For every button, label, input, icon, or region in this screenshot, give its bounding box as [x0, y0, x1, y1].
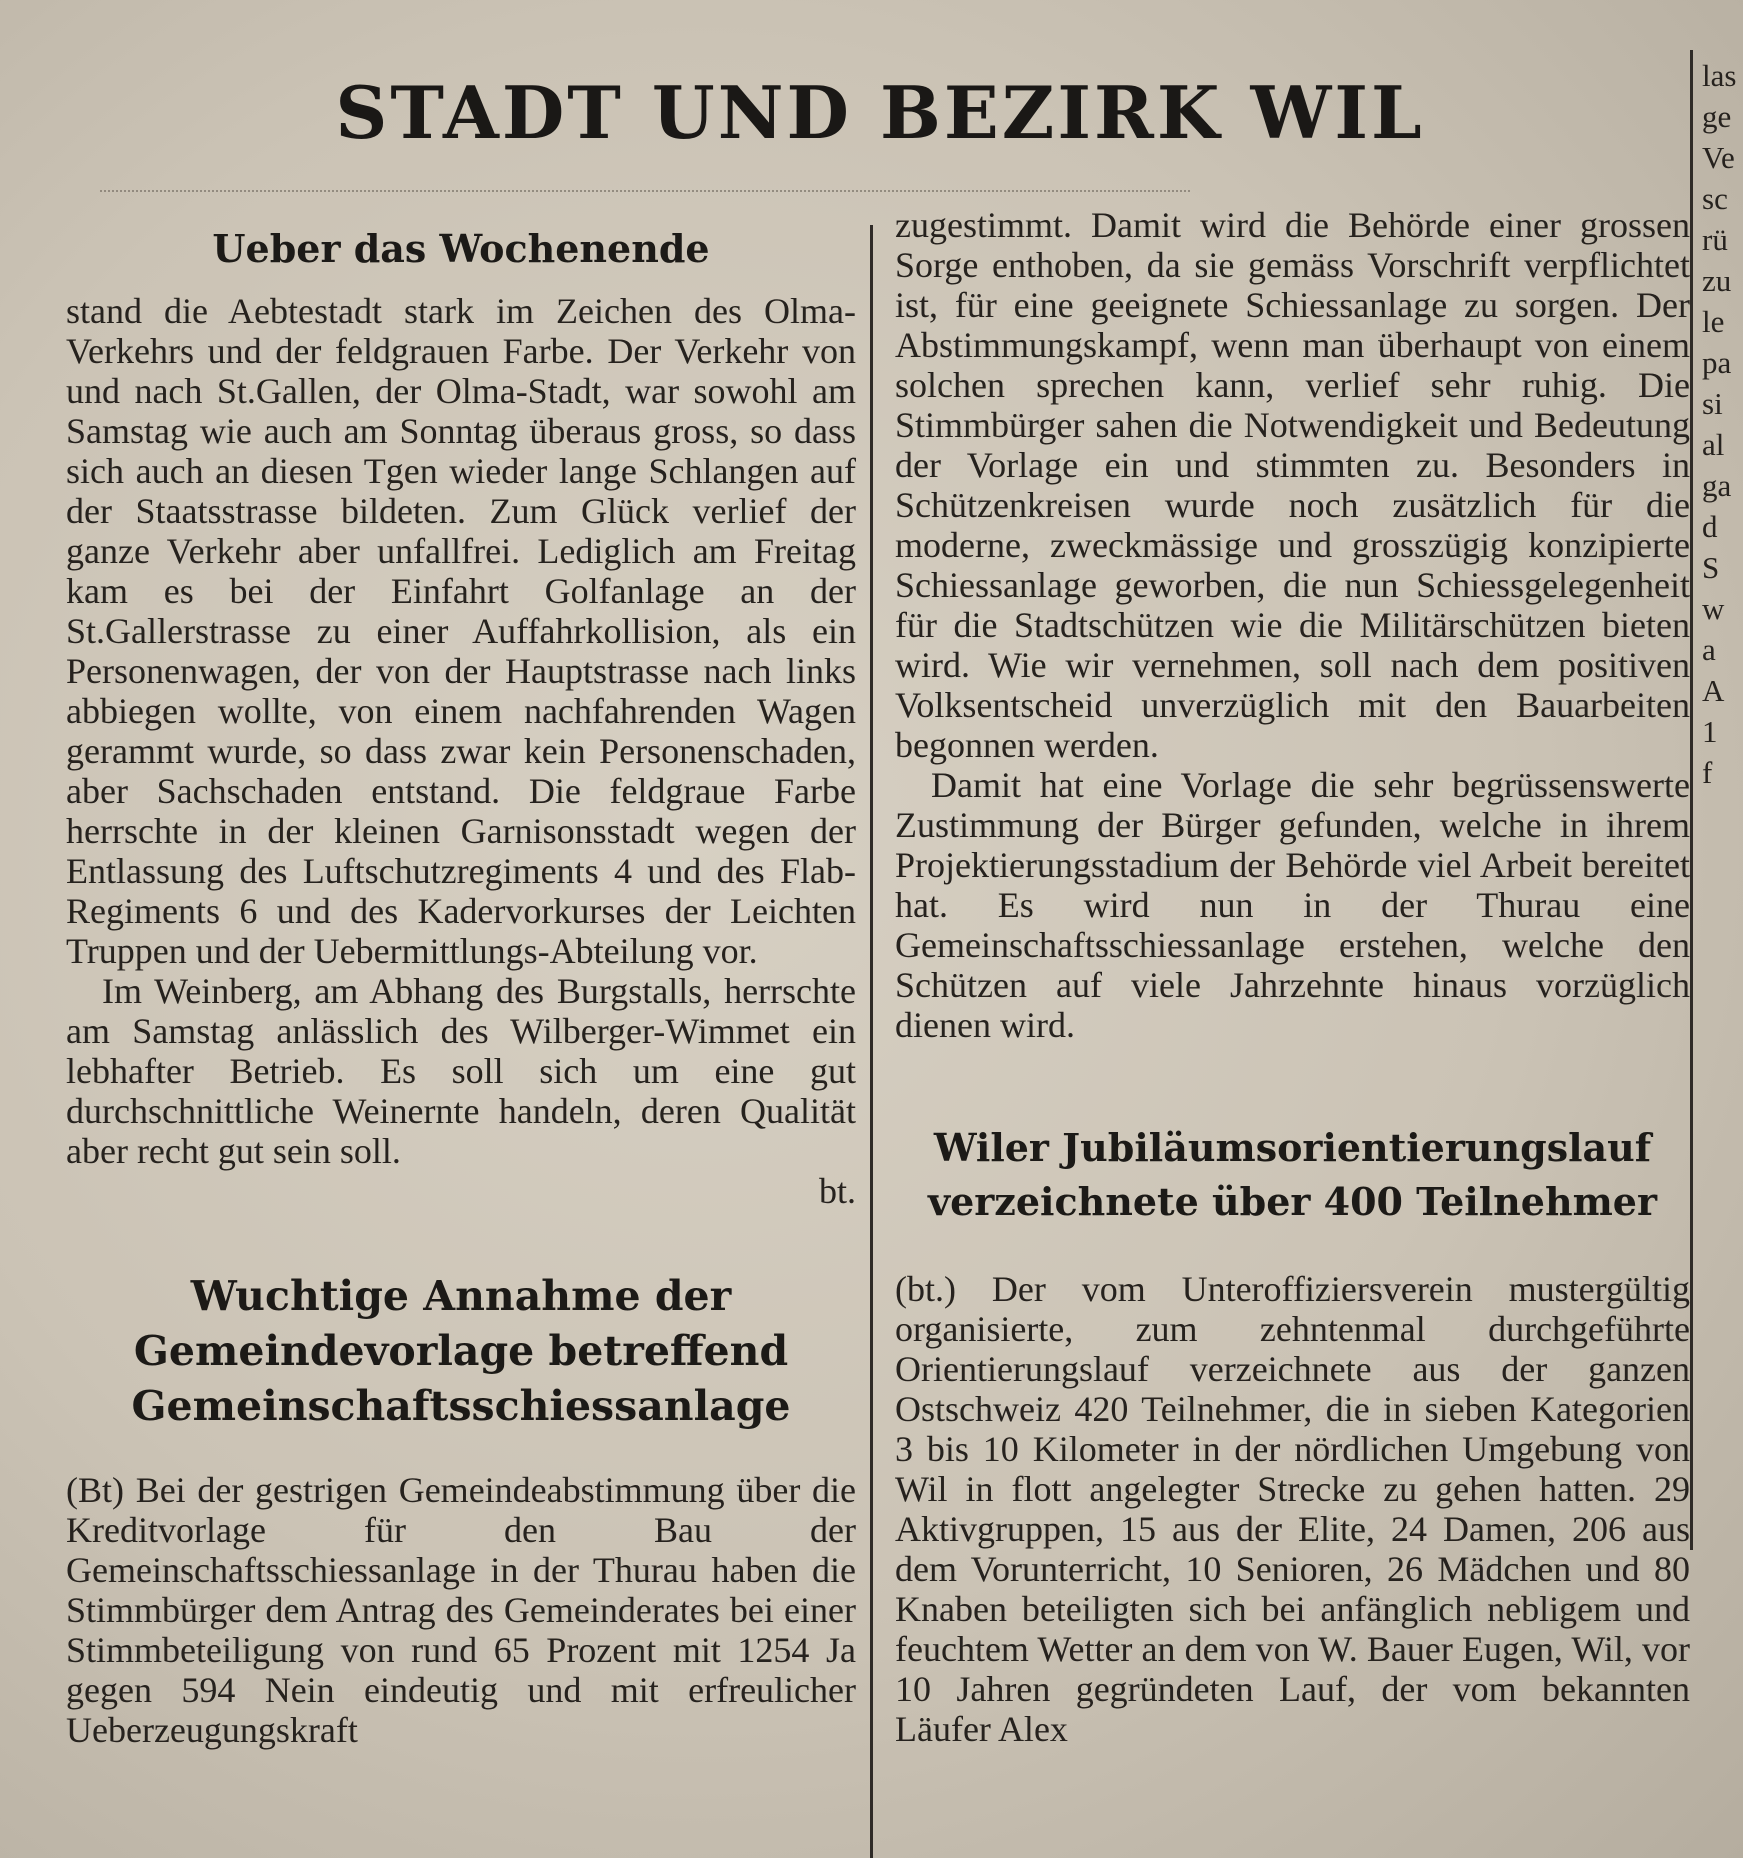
edge-fragment: las	[1702, 58, 1737, 93]
edge-fragment: f	[1702, 755, 1713, 790]
edge-fragment: sc	[1702, 181, 1728, 216]
masthead-rule	[100, 190, 1190, 192]
left-column	[66, 225, 856, 1750]
edge-fragment: pa	[1702, 345, 1732, 380]
edge-column-fragments	[1702, 55, 1743, 793]
article-vote-continuation-2: Damit hat eine Vorlage die sehr begrüssenswerte Zustimmung der Bürger gefunden, welche in ihrem Projektierungsstadium der Behörde viel Arbeit bereitet hat. Es wird nun in der Thurau eine Gemeinschaftsschiessanlage erstehen, welche den Schützen auf viele Jahrzehnte hinaus vorzüglich dienen wird.	[895, 765, 1690, 1045]
edge-fragment: ge	[1702, 99, 1732, 134]
column-divider	[870, 225, 873, 1858]
edge-fragment: zu	[1702, 263, 1732, 298]
edge-fragment: Ve	[1702, 140, 1735, 175]
article-vote-paragraph: (Bt) Bei der gestrigen Gemeindeabstimmung über die Kreditvorlage für den Bau der Gemeinschaftsschiessanlage in der Thurau haben die Stimmbürger dem Antrag des Gemeinderates bei einer Stimmbeteiligung von rund 65 Prozent mit 1254 Ja gegen 594 Nein eindeutig und mit erfreulicher Ueberzeugungskraft	[66, 1470, 856, 1750]
edge-fragment: w	[1702, 591, 1725, 626]
article-weekend-signature: bt.	[818, 1171, 856, 1211]
edge-fragment: si	[1702, 386, 1723, 421]
article-orienteering-paragraph: (bt.) Der vom Unteroffiziersverein mustergültig organisierte, zum zehntenmal durchgeführte Orientierungslauf verzeichnete aus der ganzen Ostschweiz 420 Teilnehmer, die in sieben Kategorien 3 bis 10 Kilometer in der nördlichen Umgebung von Wil in flott angelegter Strecke zu gehen hatten. 29 Aktivgruppen, 15 aus der Elite, 24 Damen, 206 aus dem Vorunterricht, 10 Senioren, 26 Mädchen und 80 Knaben beteiligten sich bei anfänglich nebligem und feuchtem Wetter an dem von W. Bauer Eugen, Wil, vor 10 Jahren gegründeten Lauf, der vom bekannten Läufer Alex	[895, 1269, 1690, 1749]
edge-fragment: a	[1702, 632, 1716, 667]
headline-orienteering: Wiler Jubiläumsorientierungslauf verzeichnete über 400 Teilnehmer	[928, 1125, 1657, 1224]
headline-weekend: Ueber das Wochenende	[212, 226, 710, 271]
edge-fragment: 1	[1702, 714, 1718, 749]
middle-column	[895, 205, 1690, 1749]
edge-fragment: S	[1702, 550, 1720, 585]
edge-fragment: le	[1702, 304, 1725, 339]
article-weekend-paragraph-2: Im Weinberg, am Abhang des Burgstalls, herrschte am Samstag anlässlich des Wilberger-Wimmet ein lebhafter Betrieb. Es soll sich um eine gut durchschnittliche Weinernte handeln, deren Qualität aber recht gut sein soll.	[66, 971, 856, 1171]
edge-fragment: rü	[1702, 222, 1728, 257]
edge-fragment: ga	[1702, 468, 1732, 503]
edge-fragment: A	[1702, 673, 1725, 708]
right-column-divider	[1690, 50, 1693, 1550]
masthead: STADT UND BEZIRK WIL	[335, 70, 1425, 155]
article-weekend-paragraph-1: stand die Aebtestadt stark im Zeichen des Olma-Verkehrs und der feldgrauen Farbe. Der Verkehr von und nach St.Gallen, der Olma-Stadt, war sowohl am Samstag wie auch am Sonntag überaus gross, so dass sich auch an diesen Tgen wieder lange Schlangen auf der Staatsstrasse bildeten. Zum Glück verlief der ganze Verkehr aber unfallfrei. Lediglich am Freitag kam es bei der Einfahrt Golfanlage an der St.Gallerstrasse zu einer Auffahrkollision, als ein Personenwagen, der von der Hauptstrasse nach links abbiegen wollte, von einem nachfahrenden Wagen gerammt wurde, so dass zwar kein Personenschaden, aber Sachschaden entstand. Die feldgraue Farbe herrschte in der kleinen Garnisonsstadt wegen der Entlassung des Luftschutzregiments 4 und des Flab-Regiments 6 und des Kadervorkurses der Leichten Truppen und der Uebermittlungs-Abteilung vor.	[66, 291, 856, 971]
edge-fragment: al	[1702, 427, 1725, 462]
headline-vote: Wuchtige Annahme der Gemeindevorlage betreffend Gemeinschaftsschiessanlage	[131, 1272, 791, 1430]
article-vote-continuation-1: zugestimmt. Damit wird die Behörde einer grossen Sorge enthoben, da sie gemäss Vorschrift verpflichtet ist, für eine geeignete Schiessanlage zu sorgen. Der Abstimmungskampf, wenn man überhaupt von einem solchen sprechen kann, verlief sehr ruhig. Die Stimmbürger sahen die Notwendigkeit und Bedeutung der Vorlage ein und stimmten zu. Besonders in Schützenkreisen wurde noch zusätzlich für die moderne, zweckmässige und grosszügig konzipierte Schiessanlage geworben, die nun Schiessgelegenheit für die Stadtschützen wie die Militärschützen bieten wird. Wie wir vernehmen, soll nach dem positiven Volksentscheid unverzüglich mit den Bauarbeiten begonnen werden.	[895, 205, 1690, 765]
edge-fragment: d	[1702, 509, 1718, 544]
